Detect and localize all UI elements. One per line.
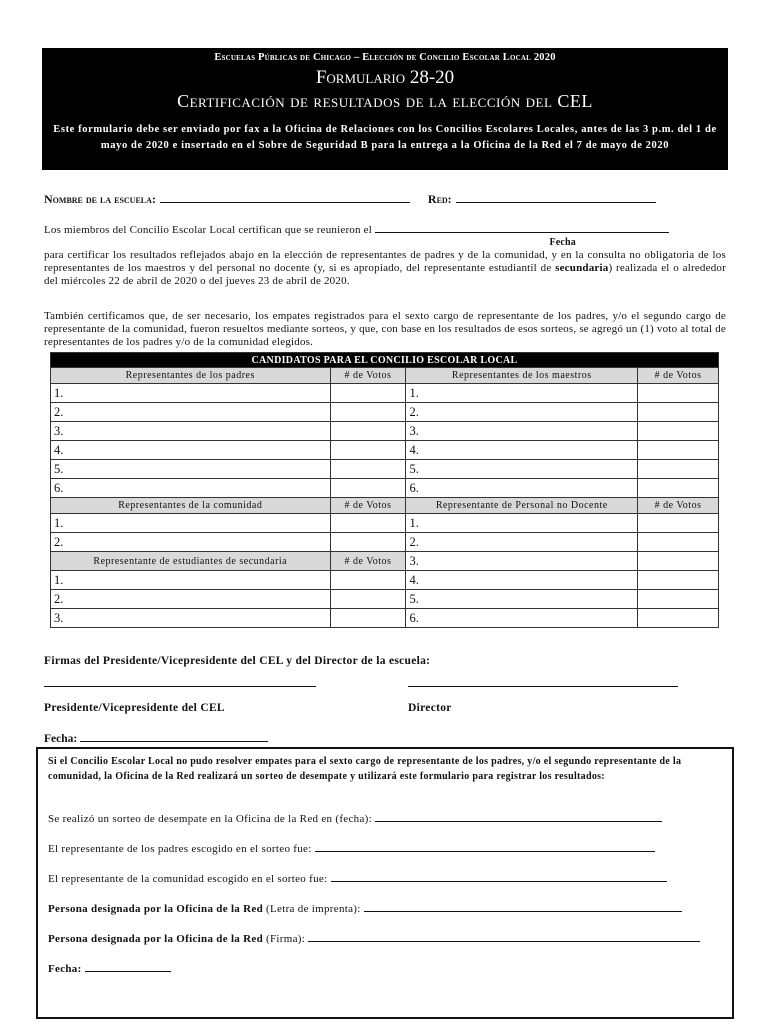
votes-cell[interactable] [638, 384, 719, 403]
director-signature-line[interactable] [408, 686, 678, 687]
table-row [51, 609, 719, 628]
director-label: Director [408, 702, 452, 714]
votes-cell[interactable] [638, 552, 719, 571]
parent-name-cell[interactable]: 6. [51, 479, 331, 498]
votes-cell[interactable] [330, 514, 406, 533]
box-field-6 [48, 963, 171, 975]
votes-cell[interactable] [330, 479, 406, 498]
votes-cell[interactable] [638, 403, 719, 422]
school-row [44, 190, 734, 208]
box-field-4 [48, 903, 682, 915]
votes-cell[interactable] [330, 441, 406, 460]
votes-cell[interactable] [330, 533, 406, 552]
school-name-field[interactable] [160, 202, 410, 203]
teachers-header: Representantes de los maestros [406, 368, 638, 384]
box-field-2 [48, 843, 655, 855]
staff-name-cell[interactable]: 3. [406, 552, 638, 571]
signature-date-label: Fecha: [44, 733, 78, 745]
box-intro: Si el Concilio Escolar Local no pudo resolver empates para el sexto cargo de representante de los padres, y/o el segundo representante de la comunidad, la Oficina de la Red realizará un sorteo de desempate y utilizará este formulario para registrar los resultados: [48, 756, 682, 782]
box-field-3-label: El representante de la comunidad escogido en el sorteo fue: [48, 873, 328, 885]
votes-cell[interactable] [638, 571, 719, 590]
box-field-5 [48, 933, 700, 945]
designee-signature-field[interactable] [308, 941, 700, 942]
table-row [51, 460, 719, 479]
teacher-name-cell[interactable]: 3. [406, 422, 638, 441]
votes-header: # de Votos [638, 498, 719, 514]
community-name-cell[interactable]: 2. [51, 533, 331, 552]
table-row [51, 571, 719, 590]
box-field-3 [48, 873, 667, 885]
para1-start: Los miembros del Concilio Escolar Local certifican que se reunieron el [44, 224, 372, 236]
para1-bold-word: secundaria [555, 262, 609, 274]
teacher-name-cell[interactable]: 6. [406, 479, 638, 498]
parent-name-cell[interactable]: 3. [51, 422, 331, 441]
table-row [51, 384, 719, 403]
votes-header: # de Votos [330, 552, 406, 571]
box-field-4-rest: (Letra de imprenta): [263, 903, 361, 915]
staff-name-cell[interactable]: 1. [406, 514, 638, 533]
votes-cell[interactable] [638, 441, 719, 460]
parent-name-cell[interactable]: 1. [51, 384, 331, 403]
president-signature-line[interactable] [44, 686, 316, 687]
votes-cell[interactable] [330, 571, 406, 590]
table-row [51, 441, 719, 460]
box-date-label: Fecha: [48, 963, 82, 975]
student-name-cell[interactable]: 2. [51, 590, 331, 609]
student-name-cell[interactable]: 3. [51, 609, 331, 628]
students-header: Representante de estudiantes de secundaria [51, 552, 331, 571]
network-tiebreak-box [36, 747, 734, 1019]
votes-cell[interactable] [638, 590, 719, 609]
signatures-heading: Firmas del Presidente/Vicepresidente del CEL y del Director de la escuela: [44, 655, 431, 667]
box-field-5-bold: Persona designada por la Oficina de la Red [48, 933, 263, 945]
header-top-line: Escuelas Públicas de Chicago – Elección de Concilio Escolar Local 2020 [214, 52, 556, 63]
teacher-name-cell[interactable]: 4. [406, 441, 638, 460]
parent-name-cell[interactable]: 4. [51, 441, 331, 460]
box-field-1 [48, 813, 662, 825]
box-field-5-rest: (Firma): [263, 933, 306, 945]
header-instructions: Este formulario debe ser enviado por fax a la Oficina de Relaciones con los Concilios Escolares Locales, antes de las 3 p.m. del 1 de mayo de 2020 e insertado en el Sobre de Seguridad B para la entrega a la Oficina de la Red el 7 de mayo de 2020 [53, 124, 717, 151]
student-name-cell[interactable]: 1. [51, 571, 331, 590]
certification-paragraph [44, 224, 726, 288]
table-title: CANDIDATOS PARA EL CONCILIO ESCOLAR LOCAL [51, 353, 719, 368]
parents-header: Representantes de los padres [51, 368, 331, 384]
president-label: Presidente/Vicepresidente del CEL [44, 702, 225, 714]
community-header: Representantes de la comunidad [51, 498, 331, 514]
votes-cell[interactable] [638, 514, 719, 533]
votes-cell[interactable] [638, 479, 719, 498]
parent-chosen-field[interactable] [315, 851, 655, 852]
form-number: Formulario 28-20 [315, 67, 455, 88]
community-name-cell[interactable]: 1. [51, 514, 331, 533]
votes-cell[interactable] [638, 533, 719, 552]
votes-header: # de Votos [638, 368, 719, 384]
teacher-name-cell[interactable]: 1. [406, 384, 638, 403]
para1-end: ) realizada el o alrededor del miércoles 22 de abril de 2020 o del jueves 23 de abril de 2020. [44, 262, 726, 287]
form-title: Certificación de resultados de la elección del CEL [177, 91, 593, 111]
staff-name-cell[interactable]: 4. [406, 571, 638, 590]
votes-cell[interactable] [330, 590, 406, 609]
votes-cell[interactable] [638, 609, 719, 628]
meeting-date-field[interactable] [375, 232, 669, 233]
votes-cell[interactable] [330, 609, 406, 628]
votes-header: # de Votos [330, 368, 406, 384]
staff-name-cell[interactable]: 5. [406, 590, 638, 609]
table-row [51, 422, 719, 441]
parent-name-cell[interactable]: 2. [51, 403, 331, 422]
box-field-4-bold: Persona designada por la Oficina de la Red [48, 903, 263, 915]
staff-name-cell[interactable]: 6. [406, 609, 638, 628]
box-date-field[interactable] [85, 971, 171, 972]
votes-cell[interactable] [638, 460, 719, 479]
table-row [51, 514, 719, 533]
community-chosen-field[interactable] [331, 881, 667, 882]
signature-date-row [44, 733, 268, 745]
teacher-name-cell[interactable]: 2. [406, 403, 638, 422]
staff-name-cell[interactable]: 2. [406, 533, 638, 552]
table-row [51, 403, 719, 422]
box-field-1-label: Se realizó un sorteo de desempate en la Oficina de la Red en (fecha): [48, 813, 372, 825]
votes-cell[interactable] [330, 460, 406, 479]
staff-header: Representante de Personal no Docente [406, 498, 638, 514]
red-field[interactable] [456, 202, 656, 203]
teacher-name-cell[interactable]: 5. [406, 460, 638, 479]
table-row [51, 590, 719, 609]
votes-cell[interactable] [330, 403, 406, 422]
votes-header: # de Votos [330, 498, 406, 514]
signature-date-field[interactable] [80, 741, 268, 742]
designee-print-field[interactable] [364, 911, 682, 912]
votes-cell[interactable] [638, 422, 719, 441]
tiebreak-date-field[interactable] [375, 821, 662, 822]
votes-cell[interactable] [330, 422, 406, 441]
red-label: Red: [427, 192, 452, 206]
votes-cell[interactable] [330, 384, 406, 403]
date-caption: Fecha [549, 237, 576, 248]
candidates-table [50, 352, 719, 628]
table-row [51, 533, 719, 552]
table-row [51, 479, 719, 498]
table-row [51, 552, 719, 571]
tiebreak-paragraph: También certificamos que, de ser necesario, los empates registrados para el sexto cargo de representante de los padres, y/o el segundo cargo de representante de la comunidad, fueron resueltos mediante sorteos, y que, con base en los resultados de esos sorteos, se agregó un (1) voto al total de representantes de los padres y/o de la comunidad elegidos. [44, 310, 726, 348]
form-header [42, 48, 728, 170]
box-field-2-label: El representante de los padres escogido en el sorteo fue: [48, 843, 312, 855]
school-name-label: Nombre de la escuela: [44, 192, 156, 206]
parent-name-cell[interactable]: 5. [51, 460, 331, 479]
para1-body: para certificar los resultados reflejados abajo en la elección de representantes de padres y de la comunidad, y en la consulta no obligatoria de los representantes de los maestros y del personal no docente (y, si es apropiado, del representante estudiantil de [44, 249, 726, 274]
